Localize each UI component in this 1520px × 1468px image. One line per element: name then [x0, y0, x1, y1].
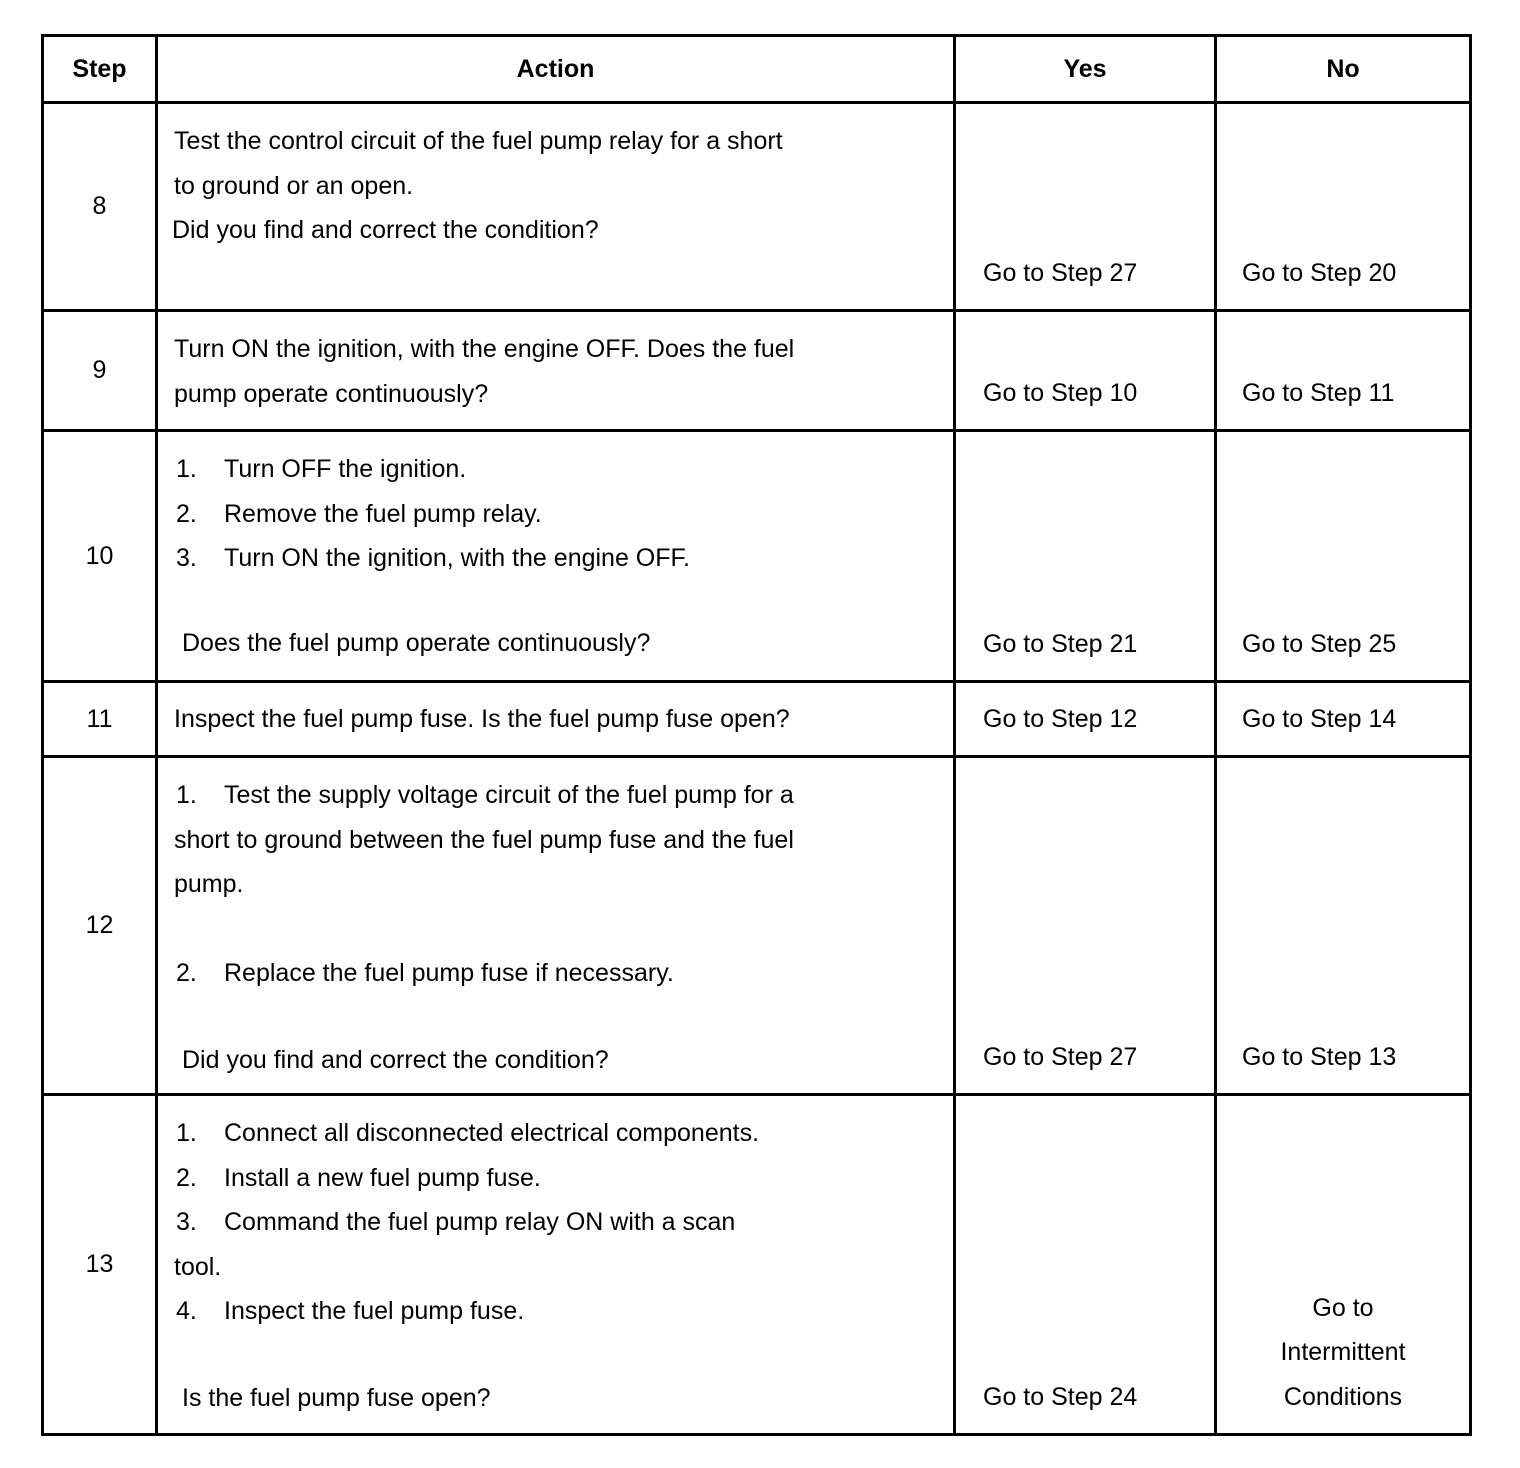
list-text: Connect all disconnected electrical components. — [224, 1119, 760, 1147]
no-answer: Go to Step 20 — [1242, 258, 1397, 287]
action-cell — [157, 757, 955, 1095]
action-question: Is the fuel pump fuse open? — [182, 1383, 491, 1412]
header-action: Action — [157, 36, 955, 103]
no-answer-line: Go to — [1312, 1293, 1374, 1322]
list-number: 2. — [176, 1163, 197, 1192]
no-cell — [1216, 757, 1471, 1095]
step-number: 8 — [43, 103, 157, 311]
yes-cell — [955, 431, 1216, 682]
step-number: 13 — [43, 1095, 157, 1435]
list-number: 1. — [176, 781, 197, 809]
list-item — [158, 951, 953, 996]
list-number: 2. — [176, 959, 197, 987]
list-text: Install a new fuel pump fuse. — [224, 1163, 541, 1192]
no-cell — [1216, 103, 1471, 311]
action-cell — [157, 311, 955, 431]
table-row — [43, 682, 1471, 757]
action-cell — [157, 103, 955, 311]
list-text: Inspect the fuel pump fuse. — [224, 1297, 525, 1325]
list-text: Command the fuel pump relay ON with a scan — [224, 1208, 736, 1236]
list-item — [158, 1156, 953, 1201]
list-text-continued: pump. — [174, 870, 244, 898]
list-item — [158, 773, 953, 818]
action-text: to ground or an open. — [174, 171, 414, 200]
yes-answer: Go to Step 10 — [983, 378, 1138, 407]
list-text-continued: short to ground between the fuel pump fuse and the fuel — [174, 825, 794, 854]
list-number: 1. — [176, 455, 197, 483]
action-cell — [157, 431, 955, 682]
action-question: Does the fuel pump operate continuously? — [182, 628, 651, 657]
list-number: 3. — [176, 544, 197, 572]
action-text: Turn ON the ignition, with the engine OFF. Does the fuel — [174, 335, 795, 363]
no-cell — [1216, 682, 1471, 757]
no-answer-line: Conditions — [1283, 1382, 1403, 1411]
no-answer: Go to Step 13 — [1242, 1042, 1397, 1071]
action-text: Test the control circuit of the fuel pump relay for a short — [174, 127, 783, 155]
action-text: Inspect the fuel pump fuse. Is the fuel pump fuse open? — [174, 704, 790, 733]
action-text: Did you find and correct the condition? — [172, 216, 599, 244]
action-cell — [157, 682, 955, 757]
yes-cell — [955, 682, 1216, 757]
list-number: 3. — [176, 1208, 197, 1236]
list-text-continued: tool. — [174, 1252, 222, 1281]
yes-cell — [955, 757, 1216, 1095]
action-text: pump operate continuously? — [174, 379, 489, 408]
diagnostic-table — [41, 34, 1472, 1436]
step-number: 9 — [43, 311, 157, 431]
no-cell — [1216, 311, 1471, 431]
step-number: 12 — [43, 757, 157, 1095]
yes-answer: Go to Step 12 — [983, 704, 1138, 733]
list-item — [158, 1200, 953, 1245]
list-item — [158, 492, 953, 537]
yes-answer: Go to Step 24 — [983, 1382, 1138, 1411]
list-item — [158, 1111, 953, 1156]
no-answer: Go to Step 14 — [1242, 704, 1397, 733]
header-yes: Yes — [955, 36, 1216, 103]
list-text: Test the supply voltage circuit of the fuel pump for a — [224, 781, 794, 809]
yes-cell — [955, 311, 1216, 431]
list-text: Replace the fuel pump fuse if necessary. — [224, 959, 674, 987]
yes-cell — [955, 103, 1216, 311]
yes-cell — [955, 1095, 1216, 1435]
action-cell — [157, 1095, 955, 1435]
table-row — [43, 103, 1471, 311]
list-number: 1. — [176, 1119, 197, 1147]
yes-answer: Go to Step 21 — [983, 629, 1138, 658]
list-text: Turn ON the ignition, with the engine OFF. — [224, 544, 690, 572]
list-item — [158, 447, 953, 492]
list-number: 2. — [176, 499, 197, 528]
table-row — [43, 757, 1471, 1095]
no-answer — [1217, 1286, 1469, 1434]
no-cell — [1216, 431, 1471, 682]
table-row — [43, 311, 1471, 431]
table-row — [43, 1095, 1471, 1435]
yes-answer: Go to Step 27 — [983, 258, 1138, 287]
yes-answer: Go to Step 27 — [983, 1042, 1138, 1071]
no-cell — [1216, 1095, 1471, 1435]
header-no: No — [1216, 36, 1471, 103]
step-number: 11 — [43, 682, 157, 757]
list-item — [158, 1289, 953, 1334]
table-row — [43, 431, 1471, 682]
step-number: 10 — [43, 431, 157, 682]
no-answer-line: Intermittent — [1280, 1338, 1406, 1366]
header-step: Step — [43, 36, 157, 103]
no-answer: Go to Step 25 — [1242, 629, 1397, 658]
no-answer: Go to Step 11 — [1242, 378, 1395, 407]
header-row — [43, 36, 1471, 103]
list-number: 4. — [176, 1297, 197, 1325]
list-item — [158, 536, 953, 581]
action-question: Did you find and correct the condition? — [182, 1045, 609, 1074]
list-text: Turn OFF the ignition. — [224, 455, 467, 483]
list-text: Remove the fuel pump relay. — [224, 499, 542, 528]
